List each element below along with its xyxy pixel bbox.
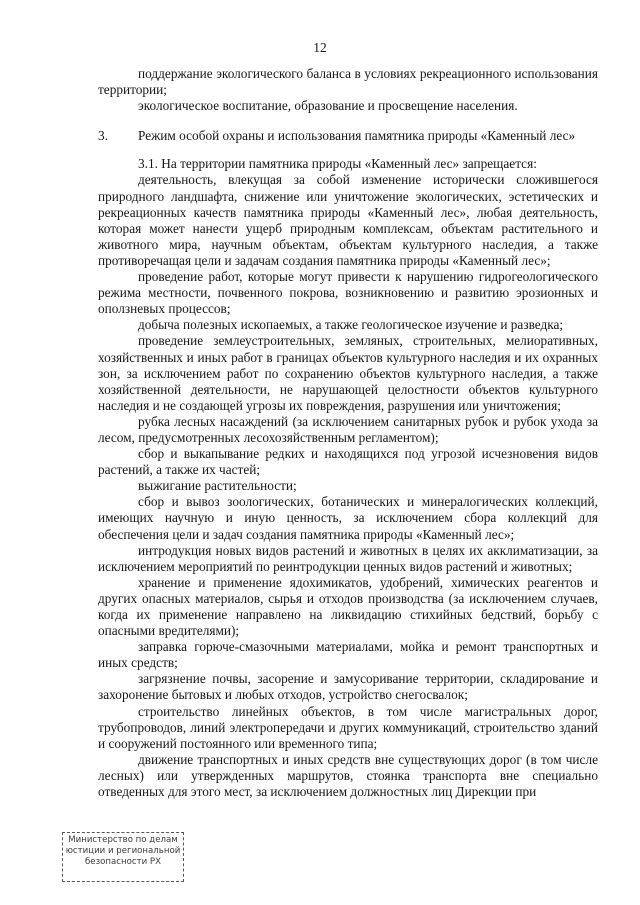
stamp-line: Министерство по делам: [68, 835, 178, 845]
list-item: деятельность, влекущая за собой изменение исторически сложившегося природного ландшафта, снижение или уничтожение экологических, эстетических и рекреационных качеств памятника природы «Каменный лес», любая деятельность, которая может нанести ущерб природным комплексам, объектам растительного и животного мира, научным объектам, объектам культурного наследия, а также противоречащая цели и задачам создания памятника природы «Каменный лес»;: [98, 172, 598, 268]
section-heading: [98, 128, 598, 144]
list-item: загрязнение почвы, засорение и замусоривание территории, складирование и захоронение бытовых и любых отходов, устройство снегосвалок;: [98, 671, 598, 703]
stamp-line: юстиции и региональной: [65, 846, 181, 856]
paragraph: поддержание экологического баланса в условиях рекреационного использования территории;: [98, 66, 598, 98]
list-item: строительство линейных объектов, в том числе магистральных дорог, трубопроводов, линий электропередачи и других коммуникаций, строительство зданий и сооружений постоянного или временного типа;: [98, 703, 598, 751]
list-item: проведение землеустроительных, земляных, строительных, мелиоративных, хозяйственных и иных работ в границах объектов культурного наследия и их охранных зон, за исключением работ по сохранению объектов культурного наследия, а также хозяйственной деятельности, не нарушающей целостности объектов культурного наследия и не создающей угрозы их повреждения, разрушения или уничтожения;: [98, 333, 598, 413]
list-item: сбор и выкапывание редких и находящихся под угрозой исчезновения видов растений, а также их частей;: [98, 446, 598, 478]
subsection-intro: 3.1. На территории памятника природы «Каменный лес» запрещается:: [138, 156, 537, 172]
registration-stamp: [62, 832, 184, 882]
section-title: Режим особой охраны и использования памятника природы «Каменный лес»: [138, 128, 576, 144]
list-item: движение транспортных и иных средств вне существующих дорог (в том числе лесных) или утвержденных маршрутов, стоянка транспорта вне специально отведенных для этого мест, за исключением должностных лиц Дирекции при: [98, 751, 598, 800]
list-item: интродукция новых видов растений и животных в целях их акклиматизации, за исключением мероприятий по реинтродукции ценных видов растений и животных;: [98, 542, 598, 574]
section-number: 3.: [98, 128, 108, 144]
paragraph: экологическое воспитание, образование и просвещение населения.: [138, 98, 518, 114]
list-item: выжигание растительности;: [138, 478, 297, 494]
list-item: рубка лесных насаждений (за исключением санитарных рубок и рубок ухода за лесом, предусмотренных лесохозяйственным регламентом);: [98, 413, 598, 445]
stamp-line: безопасности РХ: [84, 857, 162, 867]
list-item: проведение работ, которые могут привести к нарушению гидрогеологического режима местности, почвенного покрова, возникновению и развитию эрозионных и оползневых процессов;: [98, 269, 598, 317]
list-item: добыча полезных ископаемых, а также геологическое изучение и разведка;: [138, 317, 564, 333]
list-item: хранение и применение ядохимикатов, удобрений, химических реагентов и других опасных материалов, сырья и отходов производства (за исключением случаев, когда их применение направлено на ликвидацию стихийных бедствий, борьбу с опасными вредителями);: [98, 574, 598, 639]
list-item: сбор и вывоз зоологических, ботанических и минералогических коллекций, имеющих научную и иную ценность, за исключением сбора коллекций для обеспечения цели и задач создания памятника природы «Каменный лес»;: [98, 494, 598, 542]
document-body: [98, 66, 598, 800]
page-number: 12: [313, 40, 327, 55]
list-item: заправка горюче-смазочными материалами, мойка и ремонт транспортных и иных средств;: [98, 639, 598, 671]
